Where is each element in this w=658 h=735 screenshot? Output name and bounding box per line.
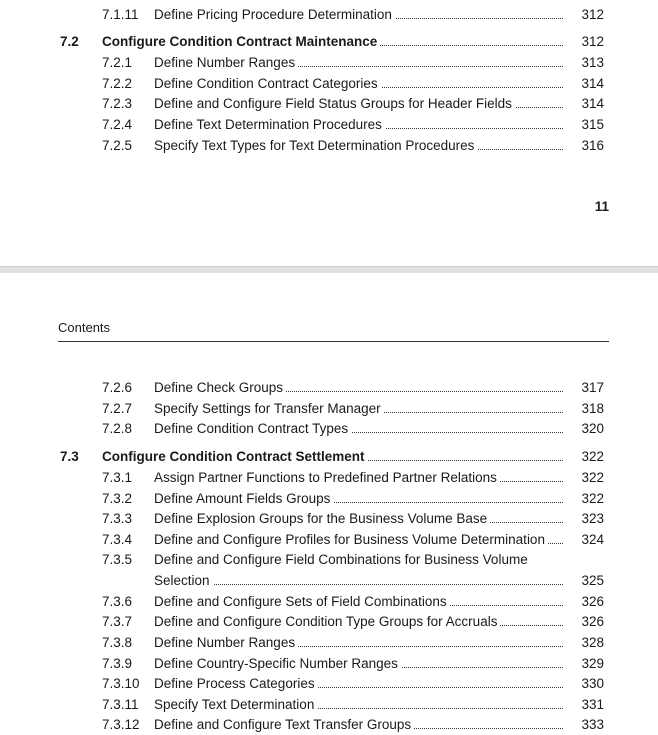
toc-entry[interactable] [0, 468, 658, 488]
toc-entry-number: 7.1.11 [102, 7, 139, 22]
toc-entry-continuation[interactable] [0, 571, 658, 591]
toc-entry[interactable] [0, 94, 658, 114]
toc-entry-title: Define Amount Fields Groups [154, 489, 333, 509]
toc-entry-number: 7.3.11 [102, 697, 139, 712]
toc-entry-title: Specify Text Determination [154, 695, 317, 715]
toc-section-entry[interactable] [0, 32, 658, 52]
toc-entry-title: Define and Configure Condition Type Groups for Accruals [154, 612, 500, 632]
toc-entry[interactable] [0, 399, 658, 419]
toc-entry-title: Specify Settings for Transfer Manager [154, 399, 384, 419]
toc-entry[interactable] [0, 592, 658, 612]
toc-entry-number: 7.3.7 [102, 614, 133, 629]
toc-entry-title: Define Explosion Groups for the Business Volume Base [154, 509, 490, 529]
toc-entry[interactable] [0, 612, 658, 632]
toc-entry[interactable] [0, 53, 658, 73]
toc-entry[interactable] [0, 550, 658, 570]
toc-entry-number: 7.3.6 [102, 594, 133, 609]
toc-entry[interactable] [0, 530, 658, 550]
toc-entry-number: 7.3.9 [102, 656, 133, 671]
toc-entry-title: Define Country-Specific Number Ranges [154, 654, 401, 674]
toc-entry-page: 324 [581, 532, 604, 547]
toc-entry-title: Define Number Ranges [154, 53, 298, 73]
toc-entry[interactable] [0, 509, 658, 529]
toc-entry-number: 7.3.10 [102, 676, 140, 691]
toc-entry-page: 317 [581, 380, 604, 395]
toc-entry-number: 7.3.5 [102, 552, 133, 567]
toc-entry-number: 7.3.1 [102, 470, 133, 485]
toc-entry-title: Define Condition Contract Types [154, 419, 351, 439]
toc-entry-page: 333 [581, 717, 604, 732]
toc-entry-page: 326 [581, 594, 604, 609]
toc-entry-number: 7.2.5 [102, 138, 133, 153]
toc-entry[interactable] [0, 378, 658, 398]
toc-entry-title: Define Text Determination Procedures [154, 115, 385, 135]
toc-entry-title: Assign Partner Functions to Predefined Partner Relations [154, 468, 500, 488]
toc-entry-page: 320 [581, 421, 604, 436]
toc-entry-title: Define Number Ranges [154, 633, 298, 653]
toc-entry-page: 312 [581, 7, 604, 22]
toc-entry-page: 323 [581, 511, 604, 526]
toc-entry-page: 322 [581, 449, 604, 464]
toc-entry-page: 328 [581, 635, 604, 650]
toc-entry-page: 329 [581, 656, 604, 671]
toc-entry[interactable] [0, 74, 658, 94]
toc-entry[interactable] [0, 136, 658, 156]
toc-entry-number: 7.2.8 [102, 421, 133, 436]
toc-entry-number: 7.2.3 [102, 96, 133, 111]
toc-entry[interactable] [0, 5, 658, 25]
toc-entry-title: Define Process Categories [154, 674, 318, 694]
toc-entry-title: Define and Configure Text Transfer Groups [154, 715, 414, 735]
toc-section-title: Configure Condition Contract Settlement [102, 447, 368, 467]
toc-entry-title: Define and Configure Profiles for Business Volume Determination [154, 530, 548, 550]
toc-entry-title: Specify Text Types for Text Determination Procedures [154, 136, 477, 156]
running-head: Contents [58, 320, 111, 335]
toc-entry-page: 322 [581, 491, 604, 506]
dot-leader [154, 584, 563, 585]
toc-entry-page: 318 [581, 401, 604, 416]
toc-entry-number: 7.2.6 [102, 380, 133, 395]
toc-entry-page: 330 [581, 676, 604, 691]
toc-entry-page: 316 [581, 138, 604, 153]
toc-entry-number: 7.3.12 [102, 717, 140, 732]
toc-entry-page: 314 [581, 96, 604, 111]
toc-entry-number: 7.3.3 [102, 511, 133, 526]
toc-section-number: 7.2 [60, 34, 79, 49]
toc-entry-page: 314 [581, 76, 604, 91]
toc-entry-page: 331 [581, 697, 604, 712]
toc-entry-page: 313 [581, 55, 604, 70]
toc-page-top [0, 0, 658, 266]
toc-entry-number: 7.2.2 [102, 76, 133, 91]
toc-entry-number: 7.3.2 [102, 491, 133, 506]
toc-entry-title: Define Condition Contract Categories [154, 74, 381, 94]
toc-entry[interactable] [0, 115, 658, 135]
toc-entry-page: 315 [581, 117, 604, 132]
toc-entry[interactable] [0, 633, 658, 653]
toc-entry-title: Define Check Groups [154, 378, 286, 398]
toc-entry-title: Define and Configure Field Status Groups for Header Fields [154, 94, 515, 114]
toc-entry-number: 7.3.8 [102, 635, 133, 650]
toc-entry-title: Define Pricing Procedure Determination [154, 5, 395, 25]
header-rule [58, 341, 609, 342]
toc-entry-title: Define and Configure Sets of Field Combinations [154, 592, 450, 612]
toc-entry-title-continued: Selection [154, 571, 213, 591]
toc-entry-number: 7.2.7 [102, 401, 133, 416]
toc-entry[interactable] [0, 695, 658, 715]
toc-section-number: 7.3 [60, 449, 79, 464]
toc-entry-page: 325 [581, 573, 604, 588]
toc-section-entry[interactable] [0, 447, 658, 467]
toc-entry[interactable] [0, 674, 658, 694]
page-number: 11 [594, 199, 609, 214]
toc-section-title: Configure Condition Contract Maintenance [102, 32, 380, 52]
toc-entry-number: 7.2.4 [102, 117, 133, 132]
toc-entry[interactable] [0, 419, 658, 439]
toc-entry-page: 312 [581, 34, 604, 49]
toc-entry[interactable] [0, 715, 658, 735]
toc-entry-page: 326 [581, 614, 604, 629]
toc-entry-page: 322 [581, 470, 604, 485]
toc-entry-number: 7.2.1 [102, 55, 133, 70]
toc-entry[interactable] [0, 489, 658, 509]
toc-entry-title: Define and Configure Field Combinations for Business Volume [154, 550, 531, 570]
toc-entry-number: 7.3.4 [102, 532, 133, 547]
toc-entry[interactable] [0, 654, 658, 674]
